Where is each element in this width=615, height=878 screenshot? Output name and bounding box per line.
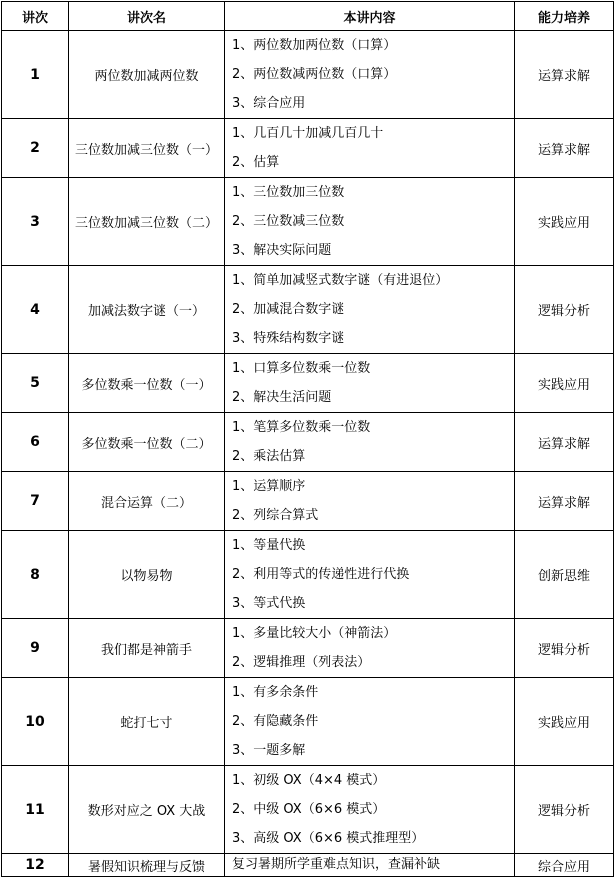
header-lesson-number: 讲次: [2, 2, 69, 31]
content-item: 2、列综合算式: [232, 508, 319, 523]
table-row: [2, 854, 614, 877]
header-lesson-name: 讲次名: [69, 2, 225, 31]
content-item: 1、有多余条件: [232, 685, 319, 700]
lesson-name: 以物易物: [69, 531, 225, 619]
content-item: 2、中级 OX（6×6 模式）: [232, 802, 386, 817]
lesson-number: 8: [2, 531, 69, 619]
ability-tag: 运算求解: [515, 31, 614, 119]
lesson-number: 5: [2, 354, 69, 413]
lesson-name: 蛇打七寸: [69, 678, 225, 766]
lesson-content: [225, 472, 515, 531]
table-row: [2, 678, 614, 766]
content-item: 1、两位数加两位数（口算）: [232, 38, 397, 53]
lesson-content: [225, 854, 515, 877]
content-item: 2、利用等式的传递性进行代换: [232, 567, 410, 582]
lesson-content: [225, 178, 515, 266]
content-item: 3、高级 OX（6×6 模式推理型）: [232, 831, 425, 846]
content-item: 1、初级 OX（4×4 模式）: [232, 773, 386, 788]
lesson-content: [225, 766, 515, 854]
lesson-number: 11: [2, 766, 69, 854]
ability-tag: 实践应用: [515, 178, 614, 266]
table-row: [2, 266, 614, 354]
lesson-content: [225, 354, 515, 413]
lesson-name: 数形对应之 OX 大战: [69, 766, 225, 854]
ability-tag: 逻辑分析: [515, 266, 614, 354]
lesson-content: [225, 31, 515, 119]
lesson-number: 1: [2, 31, 69, 119]
content-item: 3、一题多解: [232, 743, 306, 758]
ability-tag: 综合应用: [515, 854, 614, 877]
header-row: [2, 2, 614, 31]
header-lesson-content: 本讲内容: [225, 2, 515, 31]
curriculum-table: [1, 1, 614, 877]
content-item: 2、逻辑推理（列表法）: [232, 655, 371, 670]
table-header: [2, 2, 614, 31]
lesson-number: 12: [2, 854, 69, 877]
lesson-number: 6: [2, 413, 69, 472]
table-row: [2, 31, 614, 119]
table-row: [2, 178, 614, 266]
table-body: [2, 31, 614, 877]
table-row: [2, 766, 614, 854]
content-item: 复习暑期所学重难点知识，查漏补缺: [232, 857, 441, 872]
content-item: 1、笔算多位数乘一位数: [232, 420, 371, 435]
table-row: [2, 531, 614, 619]
lesson-number: 7: [2, 472, 69, 531]
content-item: 1、简单加减竖式数字谜（有进退位）: [232, 273, 449, 288]
lesson-name: 三位数加减三位数（一）: [69, 119, 225, 178]
ability-tag: 创新思维: [515, 531, 614, 619]
lesson-name: 多位数乘一位数（一）: [69, 354, 225, 413]
table-row: [2, 619, 614, 678]
lesson-name: 多位数乘一位数（二）: [69, 413, 225, 472]
content-item: 3、解决实际问题: [232, 243, 332, 258]
content-item: 2、解决生活问题: [232, 390, 332, 405]
lesson-number: 4: [2, 266, 69, 354]
ability-tag: 逻辑分析: [515, 619, 614, 678]
table-row: [2, 354, 614, 413]
content-item: 2、有隐藏条件: [232, 714, 319, 729]
content-item: 2、乘法估算: [232, 449, 306, 464]
lesson-content: [225, 119, 515, 178]
lesson-name: 两位数加减两位数: [69, 31, 225, 119]
table-row: [2, 119, 614, 178]
lesson-content: [225, 678, 515, 766]
content-item: 1、几百几十加减几百几十: [232, 126, 384, 141]
content-item: 1、运算顺序: [232, 479, 306, 494]
lesson-name: 三位数加减三位数（二）: [69, 178, 225, 266]
table-row: [2, 413, 614, 472]
table-row: [2, 472, 614, 531]
ability-tag: 运算求解: [515, 472, 614, 531]
ability-tag: 运算求解: [515, 119, 614, 178]
content-item: 1、三位数加三位数: [232, 185, 345, 200]
content-item: 3、等式代换: [232, 596, 306, 611]
lesson-number: 9: [2, 619, 69, 678]
lesson-name: 加减法数字谜（一）: [69, 266, 225, 354]
lesson-number: 10: [2, 678, 69, 766]
lesson-name: 暑假知识梳理与反馈: [69, 854, 225, 877]
content-item: 1、口算多位数乘一位数: [232, 361, 371, 376]
content-item: 2、三位数减三位数: [232, 214, 345, 229]
content-item: 1、等量代换: [232, 538, 306, 553]
content-item: 2、两位数减两位数（口算）: [232, 67, 397, 82]
lesson-name: 混合运算（二）: [69, 472, 225, 531]
lesson-content: [225, 619, 515, 678]
ability-tag: 实践应用: [515, 678, 614, 766]
lesson-number: 2: [2, 119, 69, 178]
content-item: 2、加减混合数字谜: [232, 302, 345, 317]
content-item: 3、特殊结构数字谜: [232, 331, 345, 346]
ability-tag: 逻辑分析: [515, 766, 614, 854]
content-item: 2、估算: [232, 155, 280, 170]
ability-tag: 实践应用: [515, 354, 614, 413]
content-item: 3、综合应用: [232, 96, 306, 111]
lesson-number: 3: [2, 178, 69, 266]
header-ability: 能力培养: [515, 2, 614, 31]
lesson-content: [225, 531, 515, 619]
lesson-name: 我们都是神箭手: [69, 619, 225, 678]
ability-tag: 运算求解: [515, 413, 614, 472]
lesson-content: [225, 413, 515, 472]
lesson-content: [225, 266, 515, 354]
content-item: 1、多量比较大小（神箭法）: [232, 626, 397, 641]
